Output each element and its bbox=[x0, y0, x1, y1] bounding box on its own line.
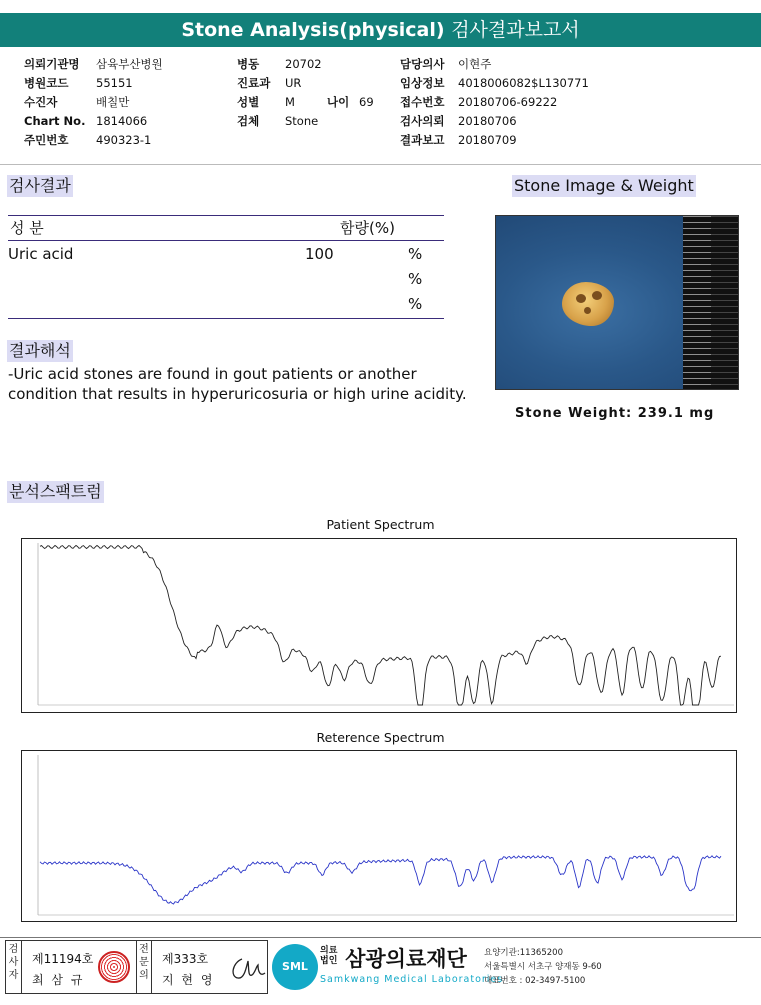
info-label: 결과보고 bbox=[400, 133, 445, 147]
section-divider bbox=[0, 164, 761, 165]
info-label: 진료과 bbox=[237, 76, 271, 90]
info-value: 20180706-69222 bbox=[458, 95, 558, 109]
org-name: 삼광의료재단 bbox=[345, 947, 467, 971]
table-bottom-rule bbox=[8, 318, 444, 319]
info-label: 수진자 bbox=[24, 95, 58, 109]
age-value: 69 bbox=[359, 95, 374, 109]
patient-spectrum-line bbox=[40, 546, 721, 706]
report-subtitle: 검사결과보고서 bbox=[451, 19, 580, 41]
info-value: 이현주 bbox=[458, 57, 492, 71]
spectrum-heading: 분석스팩트럼 bbox=[9, 482, 102, 501]
specialist-vertical-label: 전문의 bbox=[136, 941, 152, 993]
contact-line: 요양기관:11365200 bbox=[484, 948, 563, 958]
patient-info-column-1 bbox=[24, 55, 163, 150]
sml-logo-icon: SML bbox=[272, 944, 318, 990]
specialist-signature-icon bbox=[228, 953, 268, 983]
patient-info-column-3 bbox=[400, 55, 589, 150]
patient-spectrum-svg bbox=[22, 539, 736, 712]
info-value: 20180709 bbox=[458, 133, 517, 147]
info-label: Chart No. bbox=[24, 114, 86, 128]
age-label: 나이 bbox=[327, 95, 350, 109]
stone-image bbox=[562, 282, 614, 326]
ruler-image bbox=[683, 216, 738, 389]
info-value: Stone bbox=[285, 114, 319, 128]
interpretation-text: -Uric acid stones are found in gout patients or another condition that results in hyperuricosuria or high urine acidity. bbox=[8, 365, 467, 403]
reference-spectrum-line bbox=[40, 856, 721, 904]
inspector-license: 제11194호 bbox=[32, 952, 94, 966]
info-value: 20702 bbox=[285, 57, 322, 71]
org-prefix: 의료법인 bbox=[320, 946, 338, 966]
stone-photo bbox=[495, 215, 739, 390]
component-cell: Uric acid bbox=[8, 245, 74, 263]
results-heading: 검사결과 bbox=[9, 176, 71, 195]
table-top-rule bbox=[8, 215, 444, 216]
info-value: 20180706 bbox=[458, 114, 517, 128]
contact-info bbox=[484, 946, 602, 988]
inspector-seal-icon bbox=[98, 951, 130, 983]
patient-spectrum-plot bbox=[21, 538, 737, 713]
info-value: 490323-1 bbox=[96, 133, 152, 147]
reference-spectrum-title: Reterence Spectrum bbox=[316, 730, 445, 745]
info-value: UR bbox=[285, 76, 302, 90]
info-label: 병원코드 bbox=[24, 76, 69, 90]
info-label: 담당의사 bbox=[400, 57, 445, 71]
specialist-license: 제333호 bbox=[162, 952, 209, 966]
reference-spectrum-axis bbox=[38, 755, 734, 915]
footer-rule bbox=[0, 937, 761, 938]
info-label: 병동 bbox=[237, 57, 260, 71]
table-header-rule bbox=[8, 240, 444, 241]
organization-logo bbox=[320, 943, 503, 985]
info-value: 배칠만 bbox=[96, 95, 130, 109]
report-title-bar bbox=[0, 13, 761, 47]
unit-cell: % bbox=[408, 245, 423, 263]
info-value: 1814066 bbox=[96, 114, 148, 128]
contact-line: 서울특별시 서초구 양재동 9-60 bbox=[484, 962, 602, 972]
patient-info-column-2 bbox=[237, 55, 374, 131]
amount-cell: 100 bbox=[305, 245, 334, 263]
column-header-component: 성 분 bbox=[10, 219, 44, 237]
info-label: 의뢰기관명 bbox=[24, 57, 80, 71]
patient-spectrum-title: Patient Spectrum bbox=[326, 517, 435, 532]
info-label: 주민번호 bbox=[24, 133, 69, 147]
specialist-name: 지 현 영 bbox=[162, 973, 215, 987]
column-header-amount: 함량(%) bbox=[340, 219, 395, 237]
info-value: 4018006082$L130771 bbox=[458, 76, 589, 90]
unit-cell: % bbox=[408, 295, 423, 313]
patient-spectrum-axis bbox=[38, 543, 734, 705]
info-value: 55151 bbox=[96, 76, 133, 90]
info-label: 임상정보 bbox=[400, 76, 445, 90]
info-label: 접수번호 bbox=[400, 95, 445, 109]
info-label: 검사의뢰 bbox=[400, 114, 445, 128]
inspector-vertical-label: 검사자 bbox=[6, 941, 22, 993]
org-english-name: Samkwang Medical Laboratories bbox=[320, 974, 504, 985]
reference-spectrum-plot bbox=[21, 750, 737, 922]
info-value: M bbox=[285, 95, 295, 109]
info-label: 검체 bbox=[237, 114, 260, 128]
unit-cell: % bbox=[408, 270, 423, 288]
stone-heading: Stone Image & Weight bbox=[514, 176, 694, 195]
signature-box bbox=[5, 940, 268, 994]
reference-spectrum-svg bbox=[22, 751, 736, 921]
info-value: 삼육부산병원 bbox=[96, 57, 163, 71]
stone-weight: Stone Weight: 239.1 mg bbox=[515, 406, 715, 421]
info-label: 성별 bbox=[237, 95, 260, 109]
contact-line: 대표번호 : 02-3497-5100 bbox=[484, 976, 586, 986]
inspector-name: 최 삼 규 bbox=[32, 973, 85, 987]
interpretation-heading: 결과해석 bbox=[9, 341, 71, 360]
report-title: Stone Analysis(physical) bbox=[181, 19, 445, 41]
